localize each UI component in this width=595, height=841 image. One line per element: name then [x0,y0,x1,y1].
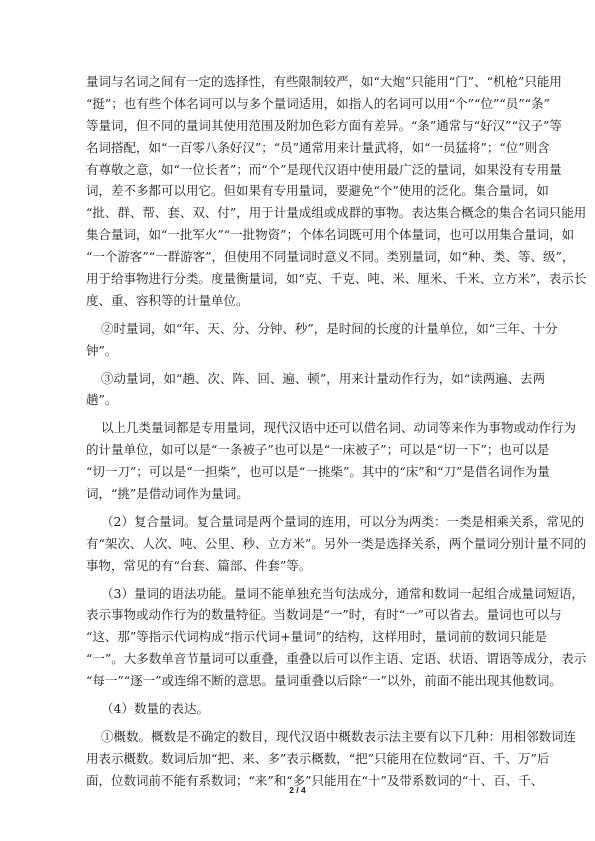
text-line: “一”。大多数单音节量词可以重叠，重叠以后可以作主语、定语、状语、谓语等成分，表示 [86,651,587,667]
text-line: 名词搭配，如“一百零八条好汉”；“员”通常用来计量武将，如“一员猛将”；“位”则含 [86,139,550,155]
text-line: （2）复合量词。复合量词是两个量词的连用，可以分为两类：一类是相乘关系，常见的 [101,513,584,529]
text-line: 量词与名词之间有一定的选择性，有些限制较严，如“大炮”只能用“门”、“机枪”只能用 [86,74,562,89]
text-line: 表示事物或动作行为的数量特征。当数词是“一”时，有时“一”可以省去。量词也可以与 [86,607,562,623]
text-line: “一个游客”“一群游客”，但使用不同量词时意义不同。类别量词，如“种、类、等、级”， [86,249,575,265]
text-line: “这、那”等指示代词构成“指示代词+量词”的结构，这样用时，量词前的数词只能是 [86,629,548,645]
paragraph [86,368,546,412]
text-line: ①概数。概数是不确定的数目，现代汉语中概数表示法主要有以下几种：用相邻数词连 [101,728,577,744]
text-line: 以上几类量词都是专用量词，现代汉语中还可以借名词、动词等来作为事物或动作行为 [101,420,577,436]
text-line: “批、群、帮、套、双、付”，用于计量成组或成群的事物。表达集合概念的集合名词只能用 [86,205,587,221]
text-line: 集合量词，如“一批军火”“一批物资”；个体名词既可用个体量词，也可以用集合量词，如 [86,227,575,243]
text-line: （4）数量的表达。 [101,701,209,717]
text-line: “挺”；也有些个体名词可以与多个量词适用，如指人的名词可以用“个”“位”“员”“条” [86,95,550,111]
paragraph [86,318,558,362]
text-line: ③动量词，如“趟、次、阵、回、遍、顿”，用来计量动作行为，如“读两遍、去两 [101,370,546,386]
text-line: ②时量词，如“年、天、分、分钟、秒”，是时间的长度的计量单位，如“三年、十分 [101,320,558,336]
text-line: 词，“挑”是借动词作为量词。 [86,486,249,502]
paragraph [86,511,587,577]
text-line: 趟”。 [86,392,118,408]
document-body [86,71,587,792]
text-line: 有“架次、人次、吨、公里、秒、立方米”。另外一类是选择关系，两个量词分别计量不同的 [86,535,587,551]
text-line: 等量词，但不同的量词其使用范围及附加色彩方面有差异。“条”通常与“好汉”“汉子”等 [86,117,562,133]
paragraph [86,726,577,792]
text-line: 用表示概数。数词后加“把、来、多”表示概数，“把”只能用在位数词“百、千、万”后 [86,750,550,766]
page-number: 2 / 4 [289,785,306,795]
text-line: 词，差不多都可以用它。但如果有专用量词，要避免“个”使用的泛化。集合量词，如 [86,183,549,199]
text-line: “每一”“逐一”或连绵不断的意思。量词重叠以后除“一”以外，前面不能出现其他数词。 [86,673,562,689]
text-line: 面，位数词前不能有系数词；“来”和“多”只能用在“十”及带系数词的“十、百、千、 [86,772,544,788]
text-line: 有尊敬之意，如“一位长者”；而“个”是现代汉语中使用最广泛的量词，如果没有专用量 [86,161,562,177]
text-line: 用于给事物进行分类。度量衡量词，如“克、千克、吨、米、厘米、千米、立方米”，表示长 [86,271,587,287]
paragraph [86,417,577,505]
paragraph [86,583,587,692]
text-line: 钟”。 [86,342,118,358]
paragraph [86,698,514,720]
text-line: 的计量单位，如可以是“一条被子”也可以是“一床被子”；可以是“切一下”；也可以是 [86,442,550,458]
paragraph [86,71,587,312]
text-line: 度、重、容积等的计量单位。 [86,292,249,308]
text-line: “切一刀”；可以是“一担柴”，也可以是“一挑柴”。其中的“床”和“刀”是借名词作为量 [86,464,550,480]
text-line: 事物，常见的有“台套、篇部、件套”等。 [86,557,312,573]
text-line: （3）量词的语法功能。量词不能单独充当句法成分，通常和数词一起组合成量词短语， [101,585,584,601]
